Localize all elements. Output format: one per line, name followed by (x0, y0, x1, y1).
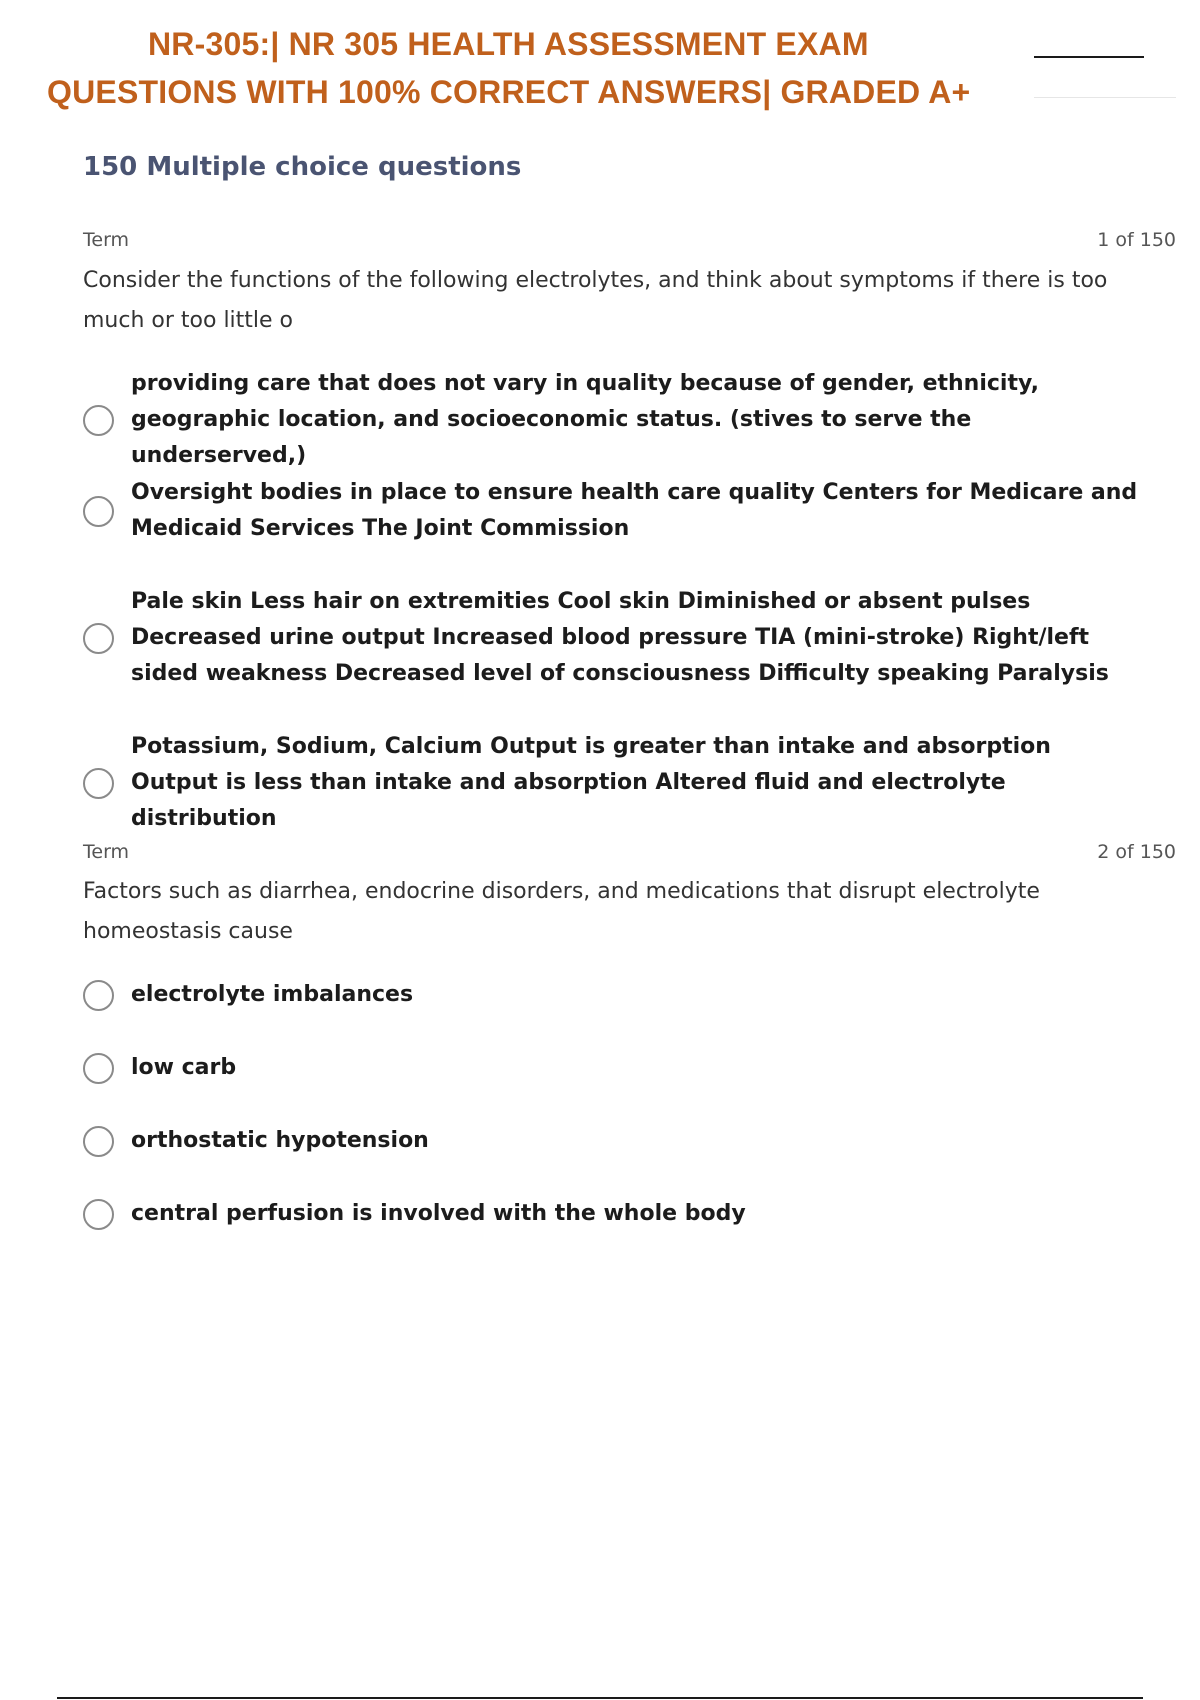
question-prompt: Consider the functions of the following electrolytes, and think about symptoms if there is too much or too little o (83, 268, 1108, 333)
answer-option-label: orthostatic hypotension (131, 1128, 429, 1153)
answer-option-label: Pale skin Less hair on extremities Cool skin Diminished or absent pulses Decreased urine output Increased blood pressure TIA (mini-stroke) Right/left sided weakness Decreased level of consciousness Difficulty speaking Paralysis (131, 589, 1109, 686)
answer-option[interactable] (83, 366, 1143, 474)
page-divider (57, 1697, 1143, 1699)
section-subtitle: 150 Multiple choice questions (83, 152, 522, 182)
question-prompt: Factors such as diarrhea, endocrine disorders, and medications that disrupt electrolyte homeostasis cause (83, 879, 1040, 944)
answer-option[interactable] (83, 584, 1143, 692)
answer-option[interactable] (83, 977, 1143, 1013)
question-counter: 1 of 150 (1097, 229, 1176, 251)
answer-option[interactable] (83, 1050, 1143, 1086)
answer-option[interactable] (83, 729, 1143, 837)
radio-button[interactable] (83, 1053, 114, 1084)
radio-button[interactable] (83, 1199, 114, 1230)
radio-button[interactable] (83, 623, 114, 654)
title-rule-faint (1034, 97, 1176, 98)
answer-option-label: Potassium, Sodium, Calcium Output is greater than intake and absorption Output is less than intake and absorption Altered fluid and electrolyte distribution (131, 734, 1051, 831)
radio-button[interactable] (83, 496, 114, 527)
title-rule (1034, 56, 1144, 58)
answer-option-label: low carb (131, 1055, 237, 1080)
radio-button[interactable] (83, 980, 114, 1011)
answer-option-label: electrolyte imbalances (131, 982, 414, 1007)
title-line-1: NR-305:| NR 305 HEALTH ASSESSMENT EXAM (148, 26, 869, 62)
answer-option[interactable] (83, 1123, 1143, 1159)
question-counter: 2 of 150 (1097, 841, 1176, 863)
answer-option-label: providing care that does not vary in quality because of gender, ethnicity, geographic location, and socioeconomic status. (stives to serve the underserved,) (131, 371, 1039, 468)
term-label: Term (83, 841, 130, 863)
title-line-2: QUESTIONS WITH 100% CORRECT ANSWERS| GRADED A+ (47, 74, 971, 110)
radio-button[interactable] (83, 405, 114, 436)
answer-option[interactable] (83, 475, 1143, 547)
answer-option-label: Oversight bodies in place to ensure health care quality Centers for Medicare and Medicaid Services The Joint Commission (131, 480, 1138, 541)
answer-option[interactable] (83, 1196, 1143, 1232)
radio-button[interactable] (83, 768, 114, 799)
radio-button[interactable] (83, 1126, 114, 1157)
term-label: Term (83, 229, 130, 251)
answer-option-label: central perfusion is involved with the whole body (131, 1201, 746, 1226)
document-title (0, 22, 1200, 122)
